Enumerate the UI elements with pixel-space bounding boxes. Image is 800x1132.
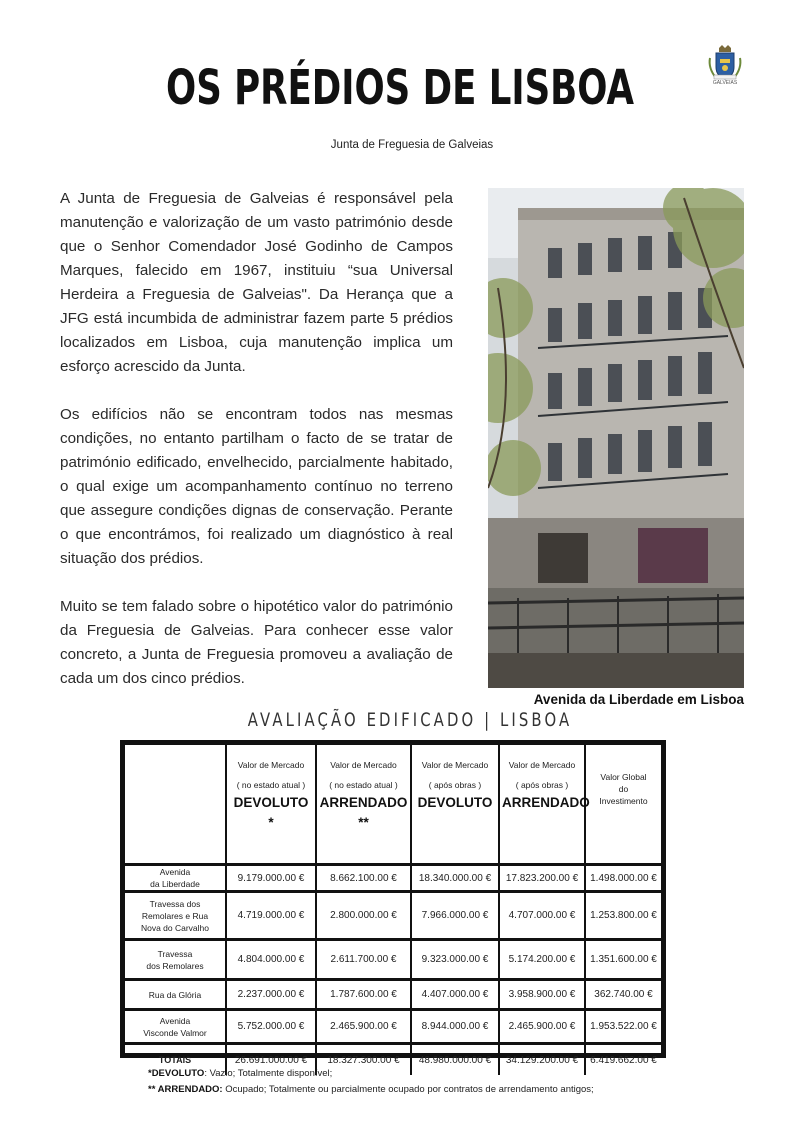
table-cell: 4.707.000.00 € bbox=[498, 893, 584, 941]
table-cell: 4.804.000.00 € bbox=[225, 941, 315, 981]
table-cell: 4.719.000.00 € bbox=[225, 893, 315, 941]
header-col-1-mark: * bbox=[268, 815, 274, 830]
table-title: AVALIAÇÃO EDIFICADO | LISBOA bbox=[247, 709, 573, 731]
table-cell: 9.179.000.00 € bbox=[225, 866, 315, 893]
table-row bbox=[125, 893, 661, 941]
row-name bbox=[125, 1011, 225, 1045]
table-cell: 34.129.200.00 € bbox=[498, 1045, 584, 1075]
header-col-4-line2: ( após obras ) bbox=[515, 780, 569, 790]
paragraph-3: Muito se tem falado sobre o hipotético valor do património da Freguesia de Galveias. Para conhecer esse valor concreto, a Junta de Freguesia promoveu a avaliação de cada um dos cinco prédios. bbox=[60, 598, 453, 687]
row-name bbox=[125, 941, 225, 981]
table-cell: 1.253.800.00 € bbox=[584, 893, 661, 941]
crest-label: GALVEIAS bbox=[712, 80, 738, 86]
note-text: : Vazio; Totalmente disponível; bbox=[204, 1068, 333, 1079]
header-col-1-line1: Valor de Mercado bbox=[237, 760, 305, 770]
header-col-2-big: ARRENDADO bbox=[319, 795, 408, 810]
table-cell: 3.958.900.00 € bbox=[498, 981, 584, 1011]
note-text: Ocupado; Totalmente ou parcialmente ocupado por contratos de arrendamento antigos; bbox=[222, 1084, 594, 1095]
table-cell: 2.237.000.00 € bbox=[225, 981, 315, 1011]
note-label: *DEVOLUTO bbox=[148, 1068, 205, 1079]
page-subtitle: Junta de Freguesia de Galveias bbox=[330, 139, 494, 151]
table-cell: 4.407.000.00 € bbox=[410, 981, 498, 1011]
table-cell: 8.944.000.00 € bbox=[410, 1011, 498, 1045]
table-row bbox=[125, 866, 661, 893]
table-cell: 7.966.000.00 € bbox=[410, 893, 498, 941]
table-row bbox=[125, 1011, 661, 1045]
table-cell: 2.800.000.00 € bbox=[315, 893, 410, 941]
table-cell: 1.953.522.00 € bbox=[584, 1011, 661, 1045]
table-cell: 8.662.100.00 € bbox=[315, 866, 410, 893]
row-name bbox=[125, 981, 225, 1011]
row-name-line: Avenida bbox=[159, 1015, 191, 1026]
header-col-2 bbox=[315, 745, 410, 866]
row-name-line: Visconde Valmor bbox=[143, 1027, 207, 1038]
header-col-5-line1: Valor Global bbox=[600, 772, 647, 782]
note-devoluto bbox=[148, 1066, 594, 1082]
table-cell: 2.465.900.00 € bbox=[315, 1011, 410, 1045]
row-name bbox=[125, 866, 225, 893]
row-name-line: dos Remolares bbox=[146, 960, 204, 971]
building-photo bbox=[488, 188, 744, 688]
header-col-2-mark: ** bbox=[358, 815, 369, 830]
header-col-1 bbox=[225, 745, 315, 866]
table-row bbox=[125, 981, 661, 1011]
table-cell: 1.498.000.00 € bbox=[584, 866, 661, 893]
header-col-4-line1: Valor de Mercado bbox=[508, 760, 576, 770]
page-title: OS PRÉDIOS DE LISBOA bbox=[165, 60, 634, 116]
body-text bbox=[60, 187, 453, 715]
row-name-line: Travessa bbox=[157, 948, 193, 959]
row-name-line: Nova do Carvalho bbox=[140, 922, 210, 933]
header-col-3-line2: ( após obras ) bbox=[428, 780, 482, 790]
header-col-3-big: DEVOLUTO bbox=[417, 795, 493, 810]
header-col-2-line1: Valor de Mercado bbox=[330, 760, 397, 770]
row-name-line: Rua da Glória bbox=[148, 989, 202, 1000]
header-col-3 bbox=[410, 745, 498, 866]
row-name-line: da Liberdade bbox=[150, 879, 200, 889]
totals-label: TOTAIS bbox=[158, 1055, 192, 1065]
paragraph-1: A Junta de Freguesia de Galveias é responsável pela manutenção e valorização de um vasto património desde que o Senhor Comendador José Godinho de Campos Marques, falecido em 1967, instituiu “sua Universal Herdeira a Freguesia de Galveias". Da Herança que a JFG está incumbida de administrar fazem parte 5 prédios localizados em Lisboa, cuja manutenção implica um esforço acrescido da Junta. bbox=[60, 190, 453, 375]
header-col-1-line2: ( no estado atual ) bbox=[236, 780, 306, 790]
row-name bbox=[125, 893, 225, 941]
paragraph-2: Os edifícios não se encontram todos nas mesmas condições, no entanto partilham o facto de se tratar de património edificado, envelhecido, parcialmente habitado, o qual exige um acompanhamento contínuo no terreno que assegure condições dignas de conservação. Perante o que encontrámos, foi realizado um diagnóstico à real situação dos prédios. bbox=[60, 406, 453, 567]
header-col-2-line2: ( no estado atual ) bbox=[329, 780, 398, 790]
table-cell: 5.752.000.00 € bbox=[225, 1011, 315, 1045]
table-cell: 2.465.900.00 € bbox=[498, 1011, 584, 1045]
table-cell: 1.351.600.00 € bbox=[584, 941, 661, 981]
table-notes bbox=[148, 1066, 594, 1098]
header-col-1-big: DEVOLUTO bbox=[233, 795, 309, 810]
table-cell: 9.323.000.00 € bbox=[410, 941, 498, 981]
table-cell: 5.174.200.00 € bbox=[498, 941, 584, 981]
header-empty-cell bbox=[125, 745, 225, 866]
note-arrendado bbox=[148, 1082, 594, 1098]
table-row bbox=[125, 941, 661, 981]
note-label: ** ARRENDADO: bbox=[148, 1084, 223, 1095]
row-name-line: Travessa dos bbox=[149, 898, 201, 909]
table-cell: 362.740.00 € bbox=[584, 981, 661, 1011]
header-col-5 bbox=[584, 745, 661, 866]
table-cell: 48.980.000.00 € bbox=[410, 1045, 498, 1075]
valuation-table bbox=[120, 740, 666, 1066]
header-col-4-big: ARRENDADO bbox=[502, 795, 590, 810]
header-col-5-line2: do bbox=[618, 784, 629, 794]
header-col-3-line1: Valor de Mercado bbox=[421, 760, 489, 770]
photo-caption: Avenida da Liberdade em Lisboa bbox=[533, 692, 744, 707]
row-name-line: Avenida bbox=[159, 867, 191, 877]
table-cell: 18.340.000.00 € bbox=[410, 866, 498, 893]
table-cell: 18.327.300.00 € bbox=[315, 1045, 410, 1075]
table-cell: 6.419.662.00 € bbox=[584, 1045, 661, 1075]
header-col-4 bbox=[498, 745, 590, 866]
row-name-line: Remolares e Rua bbox=[141, 910, 209, 921]
table-cell: 17.823.200.00 € bbox=[498, 866, 584, 893]
table-cell: 2.611.700.00 € bbox=[315, 941, 410, 981]
table-cell: 1.787.600.00 € bbox=[315, 981, 410, 1011]
header-col-5-line3: Investimento bbox=[599, 796, 648, 806]
table-header-row bbox=[125, 745, 661, 866]
table-cell: 26.691.000.00 € bbox=[225, 1045, 315, 1075]
